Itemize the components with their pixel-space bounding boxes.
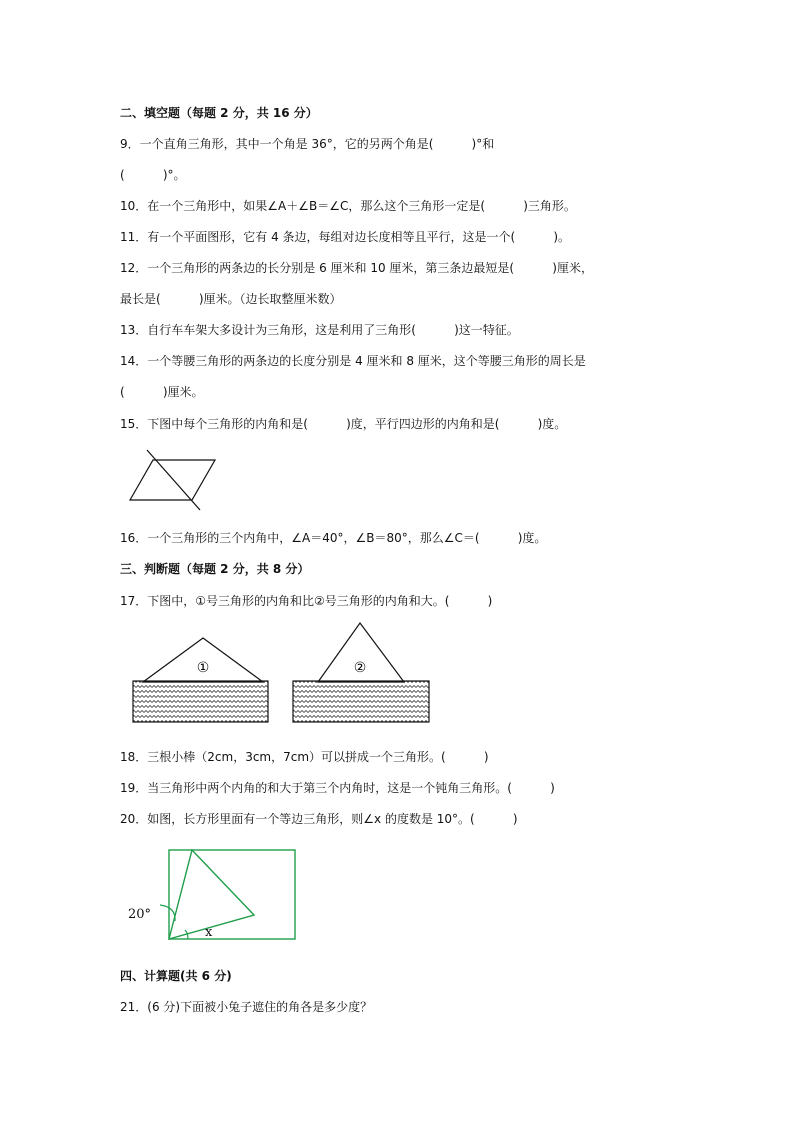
- section-2-heading: 二、填空题（每题 2 分，共 16 分）: [120, 106, 318, 120]
- triangles-figure: [128, 620, 438, 730]
- parallelogram-figure: [125, 448, 225, 513]
- question-17: 17．下图中，①号三角形的内角和比②号三角形的内角和大。( ): [120, 594, 493, 608]
- angle-x-label: x: [205, 925, 213, 940]
- angle-20-label: 20°: [128, 907, 152, 922]
- question-16: 16．一个三角形的三个内角中，∠A＝40°，∠B＝80°，那么∠C＝( )度。: [120, 531, 547, 545]
- question-9-line-1: 9．一个直角三角形，其中一个角是 36°，它的另两个角是( )°和: [120, 137, 495, 151]
- question-9-line-2: ( )°。: [120, 168, 186, 182]
- cover-block-1: [133, 681, 268, 722]
- section-4-heading: 四、计算题(共 6 分): [120, 969, 232, 983]
- question-14-line-2: ( )厘米。: [120, 385, 204, 399]
- angle-20-arc: [160, 905, 175, 921]
- question-20: 20．如图，长方形里面有一个等边三角形，则∠x 的度数是 10°。( ): [120, 812, 518, 826]
- triangle-2-label: ②: [353, 660, 367, 676]
- triangle-1-label: ①: [196, 660, 210, 676]
- question-12-line-2: 最长是( )厘米。（边长取整厘米数）: [120, 292, 342, 306]
- cover-block-2: [293, 681, 429, 722]
- question-13: 13．自行车车架大多设计为三角形，这是利用了三角形( )这一特征。: [120, 323, 519, 337]
- parallelogram-cut-line: [147, 450, 200, 510]
- question-10: 10．在一个三角形中，如果∠A＋∠B＝∠C，那么这个三角形一定是( )三角形。: [120, 199, 576, 213]
- parallelogram-shape: [130, 460, 215, 500]
- question-21: 21．(6 分)下面被小兔子遮住的角各是多少度？: [120, 1000, 373, 1014]
- question-18: 18．三根小棒（2cm，3cm，7cm）可以拼成一个三角形。( ): [120, 750, 489, 764]
- question-19: 19．当三角形中两个内角的和大于第三个内角时，这是一个钝角三角形。( ): [120, 781, 555, 795]
- question-11: 11．有一个平面图形，它有 4 条边，每组对边长度相等且平行，这是一个( )。: [120, 230, 571, 244]
- section-3-heading: 三、判断题（每题 2 分，共 8 分）: [120, 562, 310, 576]
- question-12-line-1: 12．一个三角形的两条边的长分别是 6 厘米和 10 厘米，第三条边最短是( )厘米，: [120, 261, 593, 275]
- question-15: 15．下图中每个三角形的内角和是( )度，平行四边形的内角和是( )度。: [120, 417, 567, 431]
- question-14-line-1: 14．一个等腰三角形的两条边的长度分别是 4 厘米和 8 厘米，这个等腰三角形的周长是: [120, 354, 586, 368]
- rectangle-triangle-figure: [120, 843, 305, 948]
